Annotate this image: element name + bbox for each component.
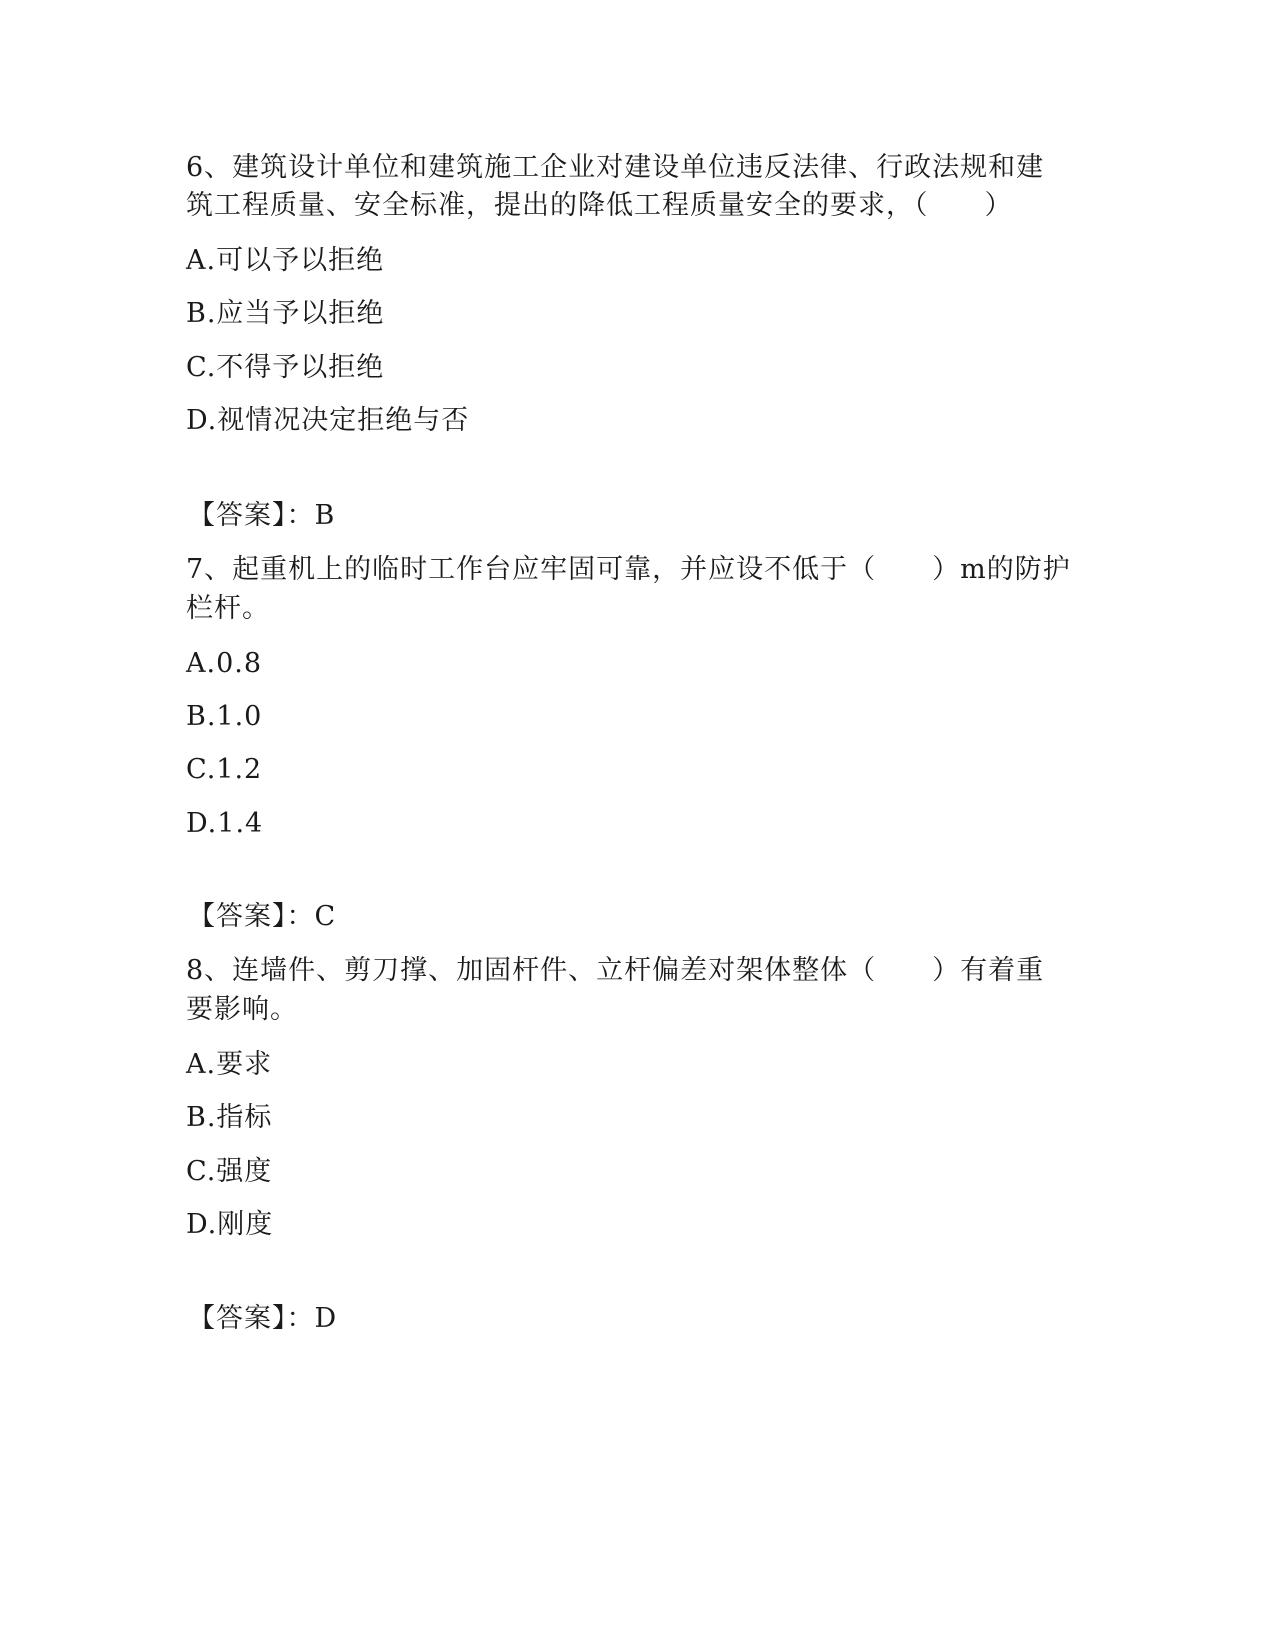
question-8-option-a: A.要求	[186, 1049, 273, 1080]
question-8-option-b: B.指标	[186, 1102, 273, 1133]
question-7-option-c: C.1.2	[186, 754, 263, 785]
question-7-option-d: D.1.4	[186, 808, 264, 839]
question-8-answer: 【答案】：D	[188, 1303, 338, 1334]
question-8-stem-line-1: 8、连墙件、剪刀撑、加固杆件、立杆偏差对架体整体（ ）有着重	[186, 955, 1045, 986]
question-7-stem-line-1: 7、起重机上的临时工作台应牢固可靠，并应设不低于（ ）m的防护	[186, 554, 1071, 585]
question-7-option-a: A.0.8	[186, 648, 263, 679]
question-8-option-d: D.刚度	[186, 1209, 274, 1240]
question-7-stem-line-2: 栏杆。	[186, 593, 270, 624]
question-7-option-b: B.1.0	[186, 701, 263, 732]
question-6-answer: 【答案】：B	[188, 500, 336, 531]
question-6-option-d: D.视情况决定拒绝与否	[186, 405, 470, 436]
question-6-stem-line-2: 筑工程质量、安全标准，提出的降低工程质量安全的要求，（ ）	[186, 190, 1013, 221]
question-6-option-b: B.应当予以拒绝	[186, 298, 385, 329]
question-7-answer: 【答案】：C	[188, 901, 337, 932]
question-6-stem-line-1: 6、建筑设计单位和建筑施工企业对建设单位违反法律、行政法规和建	[186, 152, 1045, 183]
question-8-stem-line-2: 要影响。	[186, 994, 298, 1025]
question-8-option-c: C.强度	[186, 1156, 273, 1187]
question-6-option-c: C.不得予以拒绝	[186, 352, 385, 383]
question-6-option-a: A.可以予以拒绝	[186, 245, 385, 276]
